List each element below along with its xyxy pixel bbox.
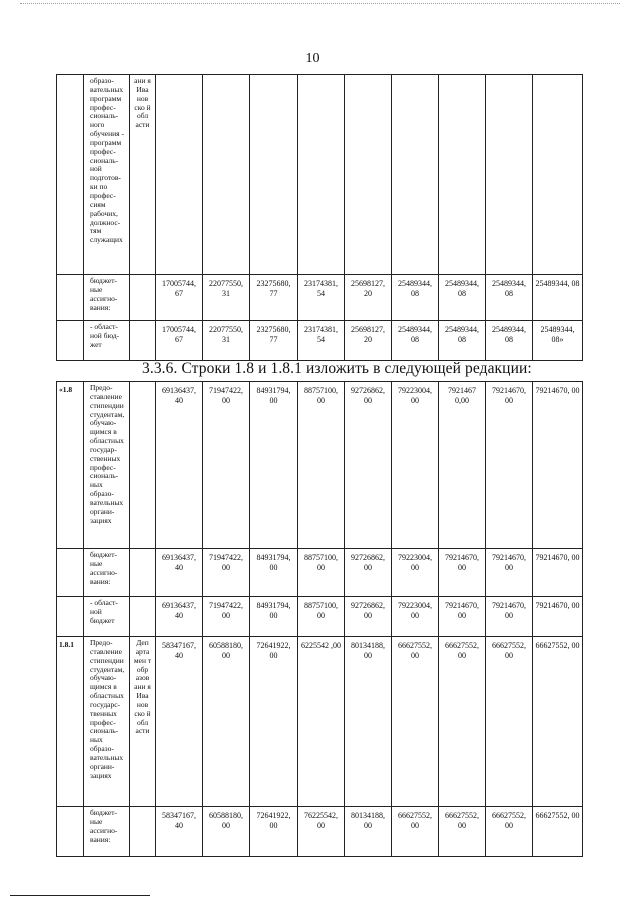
value-cell: 84931794, 00 [250,597,298,637]
value-cell: 92726862, 00 [345,597,392,637]
index-cell [57,549,84,597]
value-cell: 79214670, 00 [486,597,533,637]
value-cell: 25698127, 20 [345,275,392,321]
value-cell: 80134188, 00 [345,637,392,807]
value-cell: 79214670, 00 [439,549,486,597]
value-cell: 23174381, 54 [298,321,345,361]
description-cell: Предо-ставление стипендии студентам, обучаю-щимся в областных государ-ственных профес-сиональ-ных образо-вательных органи-зациях [84,382,130,549]
value-cell: 79214670, 00 [439,597,486,637]
value-cell: 7921467 0,00 [439,382,486,549]
value-cell [392,75,439,275]
value-cell: 88757100, 00 [298,549,345,597]
value-cell: 25489344, 08 [439,275,486,321]
value-cell: 17005744, 67 [156,275,203,321]
table-row [57,597,583,637]
table-row [57,275,583,321]
value-cell: 71947422, 00 [203,382,250,549]
index-cell [57,275,84,321]
page-number: 10 [305,51,320,66]
value-cell [298,75,345,275]
value-cell: 66627552, 00 [392,807,439,857]
value-cell [345,75,392,275]
value-cell: 6225542 ,00 [298,637,345,807]
value-cell: 72641922, 00 [250,807,298,857]
value-cell: 25489344, 08 [392,321,439,361]
description-cell: бюджет-ные ассигно-вания: [84,807,130,857]
value-cell: 22077550, 31 [203,275,250,321]
value-cell: 25489344, 08 [486,275,533,321]
value-cell: 79214670, 00 [533,382,583,549]
value-cell: 71947422, 00 [203,597,250,637]
value-cell: 25489344, 08 [439,321,486,361]
description-cell: Предо-ставление стипендии студентам, обучаю-щимся в областных государс-твенных профес-сиональ-ных образо-вательных органи-зациях [84,637,130,807]
index-cell [57,807,84,857]
table-row [57,549,583,597]
table-row [57,321,583,361]
responsible-cell: Деп артa мен т обр азов ани я Ива нов ско й обл асти [130,637,156,807]
value-cell [486,75,533,275]
value-cell [439,75,486,275]
value-cell: 79223004, 00 [392,382,439,549]
value-cell: 58347167, 40 [156,637,203,807]
row-index: 1.8.1 [57,637,84,807]
scan-artifact-line [20,3,620,8]
value-cell: 25489344, 08 [392,275,439,321]
index-cell [57,321,84,361]
table-row [57,382,583,549]
value-cell: 80134188, 00 [345,807,392,857]
value-cell: 66627552, 00 [439,807,486,857]
value-cell: 88757100, 00 [298,382,345,549]
value-cell: 60588180, 00 [203,807,250,857]
value-cell [533,75,583,275]
value-cell: 69136437, 40 [156,549,203,597]
description-cell: образо-вательных программ профес-сиональ-ного обучения - программ профес-сиональ-ной подготов-ки по профес-сиям рабочих, должнос-тям служащих [84,75,130,275]
value-cell: 66627552, 00 [486,807,533,857]
responsible-cell [130,807,156,857]
value-cell: 58347167, 40 [156,807,203,857]
responsible-cell [130,597,156,637]
index-cell [57,75,84,275]
responsible-cell: ани я Ива нов ско й обл асти [130,75,156,275]
value-cell [203,75,250,275]
value-cell: 25489344, 08 [486,321,533,361]
value-cell: 69136437, 40 [156,382,203,549]
value-cell: 25489344, 08» [533,321,583,361]
value-cell: 66627552, 00 [486,637,533,807]
responsible-cell [130,382,156,549]
value-cell: 66627552, 00 [533,807,583,857]
description-cell: - област-ной бюджет [84,597,130,637]
bottom-table [56,381,583,857]
row-index: «1.8 [57,382,84,549]
value-cell: 79214670, 00 [533,597,583,637]
value-cell: 66627552, 00 [533,637,583,807]
value-cell: 66627552, 00 [392,637,439,807]
value-cell: 79223004, 00 [392,597,439,637]
value-cell: 23275680, 77 [250,321,298,361]
footnote-rule [10,895,150,896]
section-heading: 3.3.6. Строки 1.8 и 1.8.1 изложить в следующей редакции: [142,360,532,377]
value-cell [250,75,298,275]
value-cell: 69136437, 40 [156,597,203,637]
description-cell: бюджет-ные ассигно-вания: [84,275,130,321]
value-cell: 66627552, 00 [439,637,486,807]
value-cell: 92726862, 00 [345,549,392,597]
value-cell: 79223004, 00 [392,549,439,597]
value-cell: 23174381, 54 [298,275,345,321]
value-cell: 17005744, 67 [156,321,203,361]
value-cell: 79214670, 00 [533,549,583,597]
value-cell: 25698127, 20 [345,321,392,361]
index-cell [57,597,84,637]
responsible-cell [130,549,156,597]
value-cell: 76225542, 00 [298,807,345,857]
value-cell: 23275680, 77 [250,275,298,321]
table-row [57,807,583,857]
value-cell: 92726862, 00 [345,382,392,549]
value-cell: 60588180, 00 [203,637,250,807]
value-cell: 72641922, 00 [250,637,298,807]
value-cell [156,75,203,275]
value-cell: 25489344, 08 [533,275,583,321]
value-cell: 79214670, 00 [486,549,533,597]
description-cell: бюджет-ные ассигно-вания: [84,549,130,597]
value-cell: 84931794, 00 [250,549,298,597]
table-row [57,75,583,275]
value-cell: 71947422, 00 [203,549,250,597]
description-cell: - област-ной бюд-жет [84,321,130,361]
top-table [56,74,583,361]
value-cell: 22077550, 31 [203,321,250,361]
table-row [57,637,583,807]
value-cell: 88757100, 00 [298,597,345,637]
responsible-cell [130,321,156,361]
value-cell: 84931794, 00 [250,382,298,549]
responsible-cell [130,275,156,321]
value-cell: 79214670, 00 [486,382,533,549]
